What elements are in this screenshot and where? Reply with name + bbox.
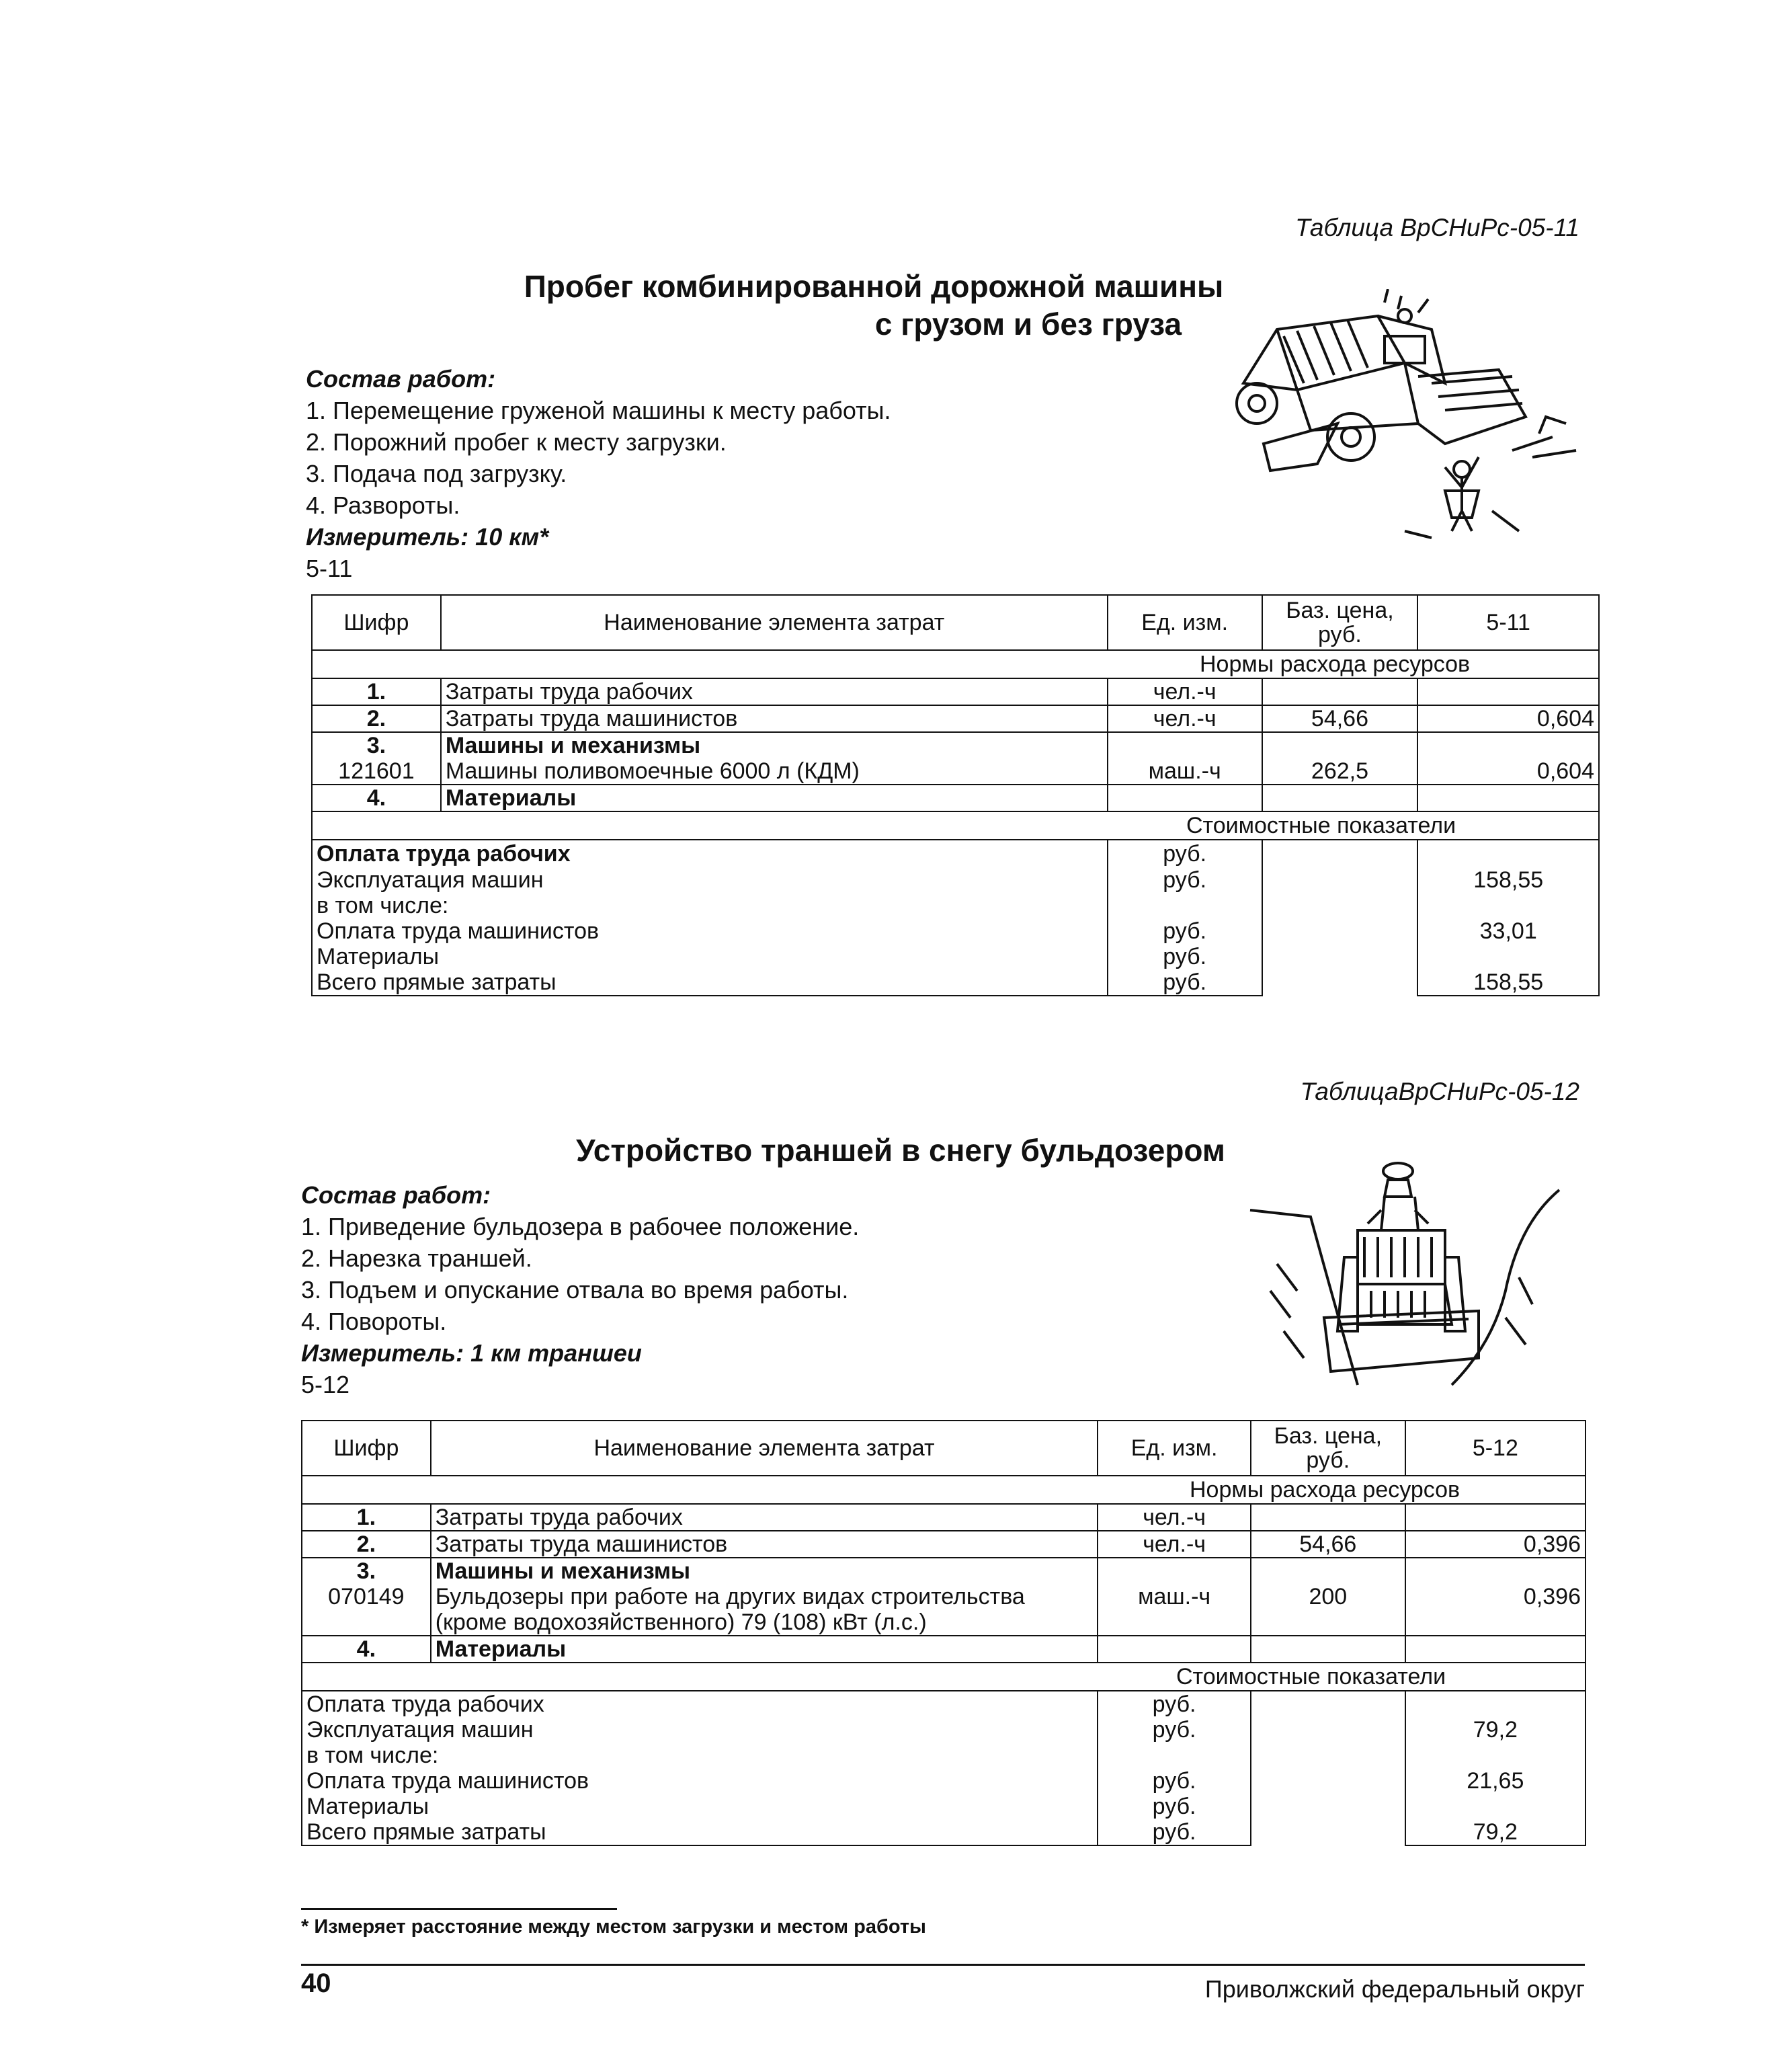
code: 5-11	[306, 555, 353, 582]
work-item: 4. Повороты.	[301, 1308, 447, 1335]
row-value: 0,604	[1417, 758, 1599, 785]
row-value	[1405, 1504, 1585, 1531]
table-label: Таблица ВрСНиРс-05-11	[1295, 214, 1579, 241]
work-item: 2. Порожний пробег к месту загрузки.	[306, 428, 727, 456]
row-cipher: 1.	[312, 678, 441, 705]
header-cipher: Шифр	[302, 1421, 431, 1476]
row-name: Затраты труда машинистов	[441, 705, 1108, 732]
header-price-line: руб.	[1306, 1447, 1350, 1473]
footnote: * Измеряет расстояние между местом загрузки и местом работы	[301, 1916, 926, 1938]
row-value	[1417, 678, 1599, 705]
row-value: 0,396	[1405, 1531, 1585, 1558]
footnote-rule	[301, 1908, 617, 1910]
cost-unit: руб.	[1108, 840, 1262, 867]
header-column: 5-11	[1417, 595, 1599, 650]
header-unit: Ед. изм.	[1108, 595, 1262, 650]
cost-unit: руб.	[1098, 1717, 1251, 1743]
row-value	[1405, 1636, 1585, 1663]
header-name: Наименование элемента затрат	[431, 1421, 1098, 1476]
header-column: 5-12	[1405, 1421, 1585, 1476]
work-heading: Состав работ:	[306, 365, 496, 393]
cost-name: Материалы	[312, 944, 1108, 969]
cost-unit: руб.	[1098, 1819, 1251, 1845]
cost-heading: Стоимостные показатели	[302, 1663, 1585, 1691]
row-cipher: 070149	[302, 1584, 431, 1636]
road-machine-illustration	[1203, 289, 1579, 545]
cost-value: 33,01	[1417, 918, 1599, 944]
cost-value	[1405, 1743, 1585, 1768]
cost-name: Эксплуатация машин	[312, 867, 1108, 893]
row-name: Материалы	[441, 785, 1108, 811]
row-value: 0,604	[1417, 705, 1599, 732]
row-unit	[1098, 1558, 1251, 1584]
cost-price-empty	[1251, 1691, 1405, 1845]
work-composition	[301, 1179, 1175, 1400]
cost-name: Оплата труда машинистов	[302, 1768, 1098, 1794]
row-price	[1251, 1636, 1405, 1663]
code: 5-12	[301, 1371, 350, 1398]
cost-value	[1417, 893, 1599, 918]
title-line: Пробег комбинированной дорожной машины	[524, 269, 1224, 304]
measure: Измеритель: 1 км траншеи	[301, 1339, 642, 1367]
row-cipher: 4.	[312, 785, 441, 811]
header-price-line: Баз. цена,	[1286, 598, 1394, 623]
header-price	[1251, 1421, 1405, 1476]
header-price	[1262, 595, 1418, 650]
resource-table	[311, 594, 1600, 996]
row-value: 0,396	[1405, 1584, 1585, 1636]
bulldozer-illustration	[1237, 1156, 1573, 1398]
row-name: Машины и механизмы	[431, 1558, 1098, 1584]
cost-value: 79,2	[1405, 1819, 1585, 1845]
work-item: 4. Развороты.	[306, 491, 460, 519]
footer-region: Приволжский федеральный округ	[1204, 1975, 1585, 2003]
row-price	[1262, 678, 1418, 705]
row-price	[1262, 732, 1418, 758]
cost-name: в том числе:	[312, 893, 1108, 918]
row-unit: чел.-ч	[1108, 678, 1262, 705]
cost-value	[1405, 1794, 1585, 1819]
cost-price-empty	[1262, 840, 1418, 996]
table-label: ТаблицаВрСНиРс-05-12	[1300, 1078, 1579, 1105]
row-name-line: (кроме водохозяйственного) 79 (108) кВт (л.с.)	[435, 1609, 927, 1635]
row-name: Материалы	[431, 1636, 1098, 1663]
row-name-line: Бульдозеры при работе на других видах строительства	[435, 1584, 1025, 1609]
work-item: 3. Подача под загрузку.	[306, 460, 567, 487]
row-unit	[1098, 1636, 1251, 1663]
section-title: Устройство траншей в снегу бульдозером	[576, 1133, 1225, 1168]
row-unit: чел.-ч	[1098, 1531, 1251, 1558]
header-unit: Ед. изм.	[1098, 1421, 1251, 1476]
resource-table	[301, 1420, 1586, 1846]
cost-value	[1417, 840, 1599, 867]
row-cipher: 4.	[302, 1636, 431, 1663]
cost-name: Материалы	[302, 1794, 1098, 1819]
row-cipher: 3.	[312, 732, 441, 758]
work-item: 1. Перемещение груженой машины к месту работы.	[306, 397, 891, 424]
cost-name	[312, 840, 1108, 867]
norms-heading: Нормы расхода ресурсов	[312, 650, 1599, 678]
work-heading: Состав работ:	[301, 1181, 491, 1209]
row-price: 54,66	[1251, 1531, 1405, 1558]
cost-value: 21,65	[1405, 1768, 1585, 1794]
cost-unit	[1108, 893, 1262, 918]
cost-heading: Стоимостные показатели	[312, 811, 1599, 840]
cost-value: 158,55	[1417, 867, 1599, 893]
footer-rule	[301, 1964, 1585, 1966]
header-price-line: руб.	[1318, 622, 1362, 647]
cost-value: 79,2	[1405, 1717, 1585, 1743]
row-price: 200	[1251, 1584, 1405, 1636]
work-composition	[306, 363, 1180, 584]
cost-unit: руб.	[1098, 1768, 1251, 1794]
row-unit	[1108, 732, 1262, 758]
work-item: 2. Нарезка траншей.	[301, 1244, 532, 1272]
row-name: Затраты труда рабочих	[441, 678, 1108, 705]
cost-value	[1405, 1691, 1585, 1717]
row-price: 262,5	[1262, 758, 1418, 785]
row-cipher: 3.	[302, 1558, 431, 1584]
row-unit	[1108, 785, 1262, 811]
header-name: Наименование элемента затрат	[441, 595, 1108, 650]
work-item: 1. Приведение бульдозера в рабочее положение.	[301, 1213, 860, 1240]
row-unit: чел.-ч	[1098, 1504, 1251, 1531]
cost-name: в том числе:	[302, 1743, 1098, 1768]
row-cipher: 1.	[302, 1504, 431, 1531]
row-price	[1251, 1504, 1405, 1531]
work-item: 3. Подъем и опускание отвала во время работы.	[301, 1276, 849, 1304]
row-cipher: 121601	[312, 758, 441, 785]
cost-line: Оплата труда рабочих	[317, 841, 571, 867]
row-price	[1262, 785, 1418, 811]
cost-unit: руб.	[1108, 944, 1262, 969]
cost-unit: руб.	[1098, 1794, 1251, 1819]
header-cipher: Шифр	[312, 595, 441, 650]
row-value	[1417, 732, 1599, 758]
cost-unit: руб.	[1108, 969, 1262, 996]
row-unit: маш.-ч	[1108, 758, 1262, 785]
row-name	[431, 1584, 1098, 1636]
row-price	[1251, 1558, 1405, 1584]
row-value	[1417, 785, 1599, 811]
row-name: Машины и механизмы	[441, 732, 1108, 758]
header-price-line: Баз. цена,	[1274, 1423, 1383, 1449]
row-price: 54,66	[1262, 705, 1418, 732]
cost-name: Оплата труда рабочих	[302, 1691, 1098, 1717]
cost-name: Эксплуатация машин	[302, 1717, 1098, 1743]
row-cipher: 2.	[312, 705, 441, 732]
row-unit: чел.-ч	[1108, 705, 1262, 732]
row-name: Машины поливомоечные 6000 л (КДМ)	[441, 758, 1108, 785]
row-cipher: 2.	[302, 1531, 431, 1558]
title-line: с грузом и без груза	[874, 307, 1182, 342]
page-number: 40	[301, 1968, 331, 1998]
cost-unit: руб.	[1098, 1691, 1251, 1717]
row-name: Затраты труда рабочих	[431, 1504, 1098, 1531]
cost-value: 158,55	[1417, 969, 1599, 996]
cost-unit: руб.	[1108, 918, 1262, 944]
cost-unit: руб.	[1108, 867, 1262, 893]
norms-heading: Нормы расхода ресурсов	[302, 1476, 1585, 1504]
cost-name: Всего прямые затраты	[302, 1819, 1098, 1845]
cost-name: Оплата труда машинистов	[312, 918, 1108, 944]
measure: Измеритель: 10 км*	[306, 523, 549, 551]
cost-value	[1417, 944, 1599, 969]
row-name: Затраты труда машинистов	[431, 1531, 1098, 1558]
cost-name: Всего прямые затраты	[312, 969, 1108, 996]
row-value	[1405, 1558, 1585, 1584]
row-unit: маш.-ч	[1098, 1584, 1251, 1636]
cost-unit	[1098, 1743, 1251, 1768]
